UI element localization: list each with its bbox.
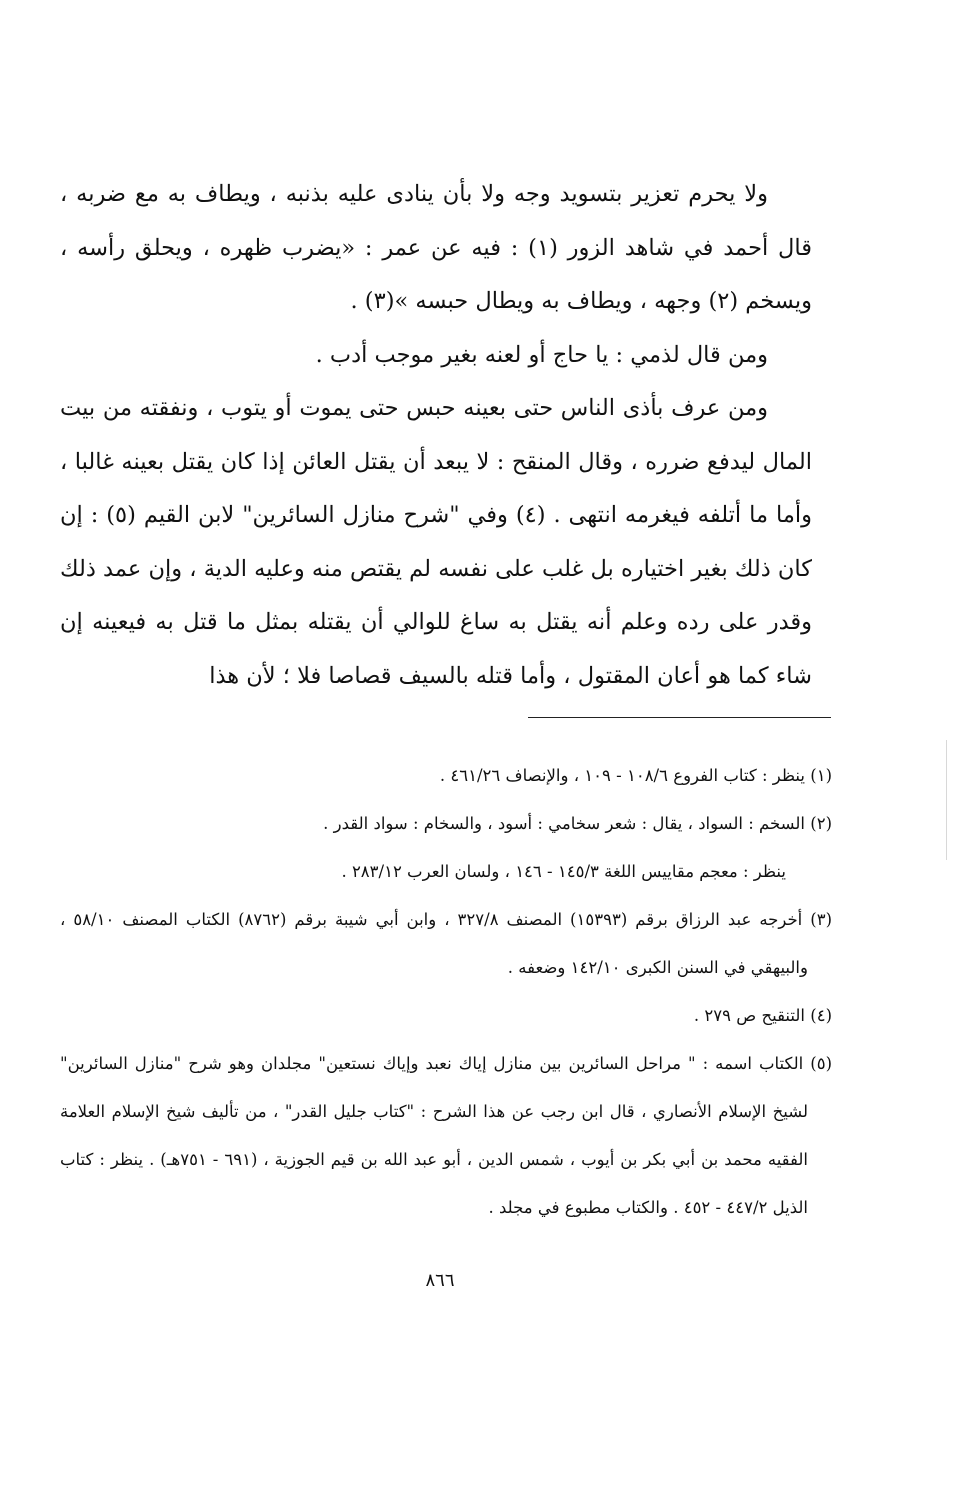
paragraph-tazir: ولا يحرم تعزير بتسويد وجه ولا بأن ينادى عليه بذنبه ، ويطاف به مع ضربه ، قال أحمد في شاهد الزور (١) : فيه عن عمر : «يضرب ظهره ، ويحلق رأسه ، ويسخم (٢) وجهه ، ويطاف به ويطال حبسه »(٣) . [60, 181, 812, 314]
scan-edge-mark [946, 740, 947, 860]
page-number: ٨٦٦ [425, 1270, 455, 1291]
footnote-separator [528, 717, 831, 718]
footnote-2-reference: ينظر : معجم مقاييس اللغة ١٤٥/٣ - ١٤٦ ، ولسان العرب ٢٨٣/١٢ . [341, 862, 786, 881]
footnote-1: (١) ينظر : كتاب الفروع ١٠٨/٦ - ١٠٩ ، والإنصاف ٤٦١/٢٦ . [439, 766, 832, 785]
footnote-4: (٤) التنقيح ص ٢٧٩ . [693, 1006, 832, 1025]
footnotes [60, 752, 832, 1232]
footnote-2: (٢) السخم : السواد ، يقال : شعر سخامي : أسود ، والسخام : سواد القدر . [323, 814, 832, 833]
main-text [60, 168, 812, 703]
footnote-3: (٣) أخرجه عبد الرزاق برقم (١٥٣٩٣) المصنف ٣٢٧/٨ ، وابن أبي شيبة برقم (٨٧٦٢) الكتاب المصنف ٥٨/١٠ ، والبيهقي في السنن الكبرى ١٤٢/١٠ وضعفه . [60, 910, 833, 977]
footnote-5: (٥) الكتاب اسمه : " مراحل السائرين بين منازل إياك نعبد وإياك نستعين" مجلدان وهو شرح "منازل السائرين" لشيخ الإسلام الأنصاري ، قال ابن رجب عن هذا الشرح : "كتاب جليل القدر" ، من تأليف شيخ الإسلام العلامة الفقيه محمد بن أبي بكر بن أيوب ، شمس الدين ، أبو عبد الله بن قيم الجوزية ، (٦٩١ - ٧٥١هـ) . ينظر : كتاب الذيل ٤٤٧/٢ - ٤٥٢ . والكتاب مطبوع في مجلد . [60, 1054, 832, 1217]
paragraph-aain: ومن عرف بأذى الناس حتى بعينه حبس حتى يموت أو يتوب ، ونفقته من بيت المال ليدفع ضرره ، وقال المنقح : لا يبعد أن يقتل العائن إذا كان يقتل بعينه غالبا ، وأما ما أتلفه فيغرمه انتهى . (٤) وفي "شرح منازل السائرين" لابن القيم (٥) : إن كان ذلك بغير اختياره بل غلب على نفسه لم يقتص منه وعليه الدية ، وإن عمد ذلك وقدر على رده وعلم أنه يقتل به ساغ للوالي أن يقتله بمثل ما قتل به فيعينه إن شاء كما هو أعان المقتول ، وأما قتله بالسيف قصاصا فلا ؛ لأن هذا [60, 395, 812, 689]
paragraph-dhimmi: ومن قال لذمي : يا حاج أو لعنه بغير موجب أدب . [315, 341, 768, 368]
